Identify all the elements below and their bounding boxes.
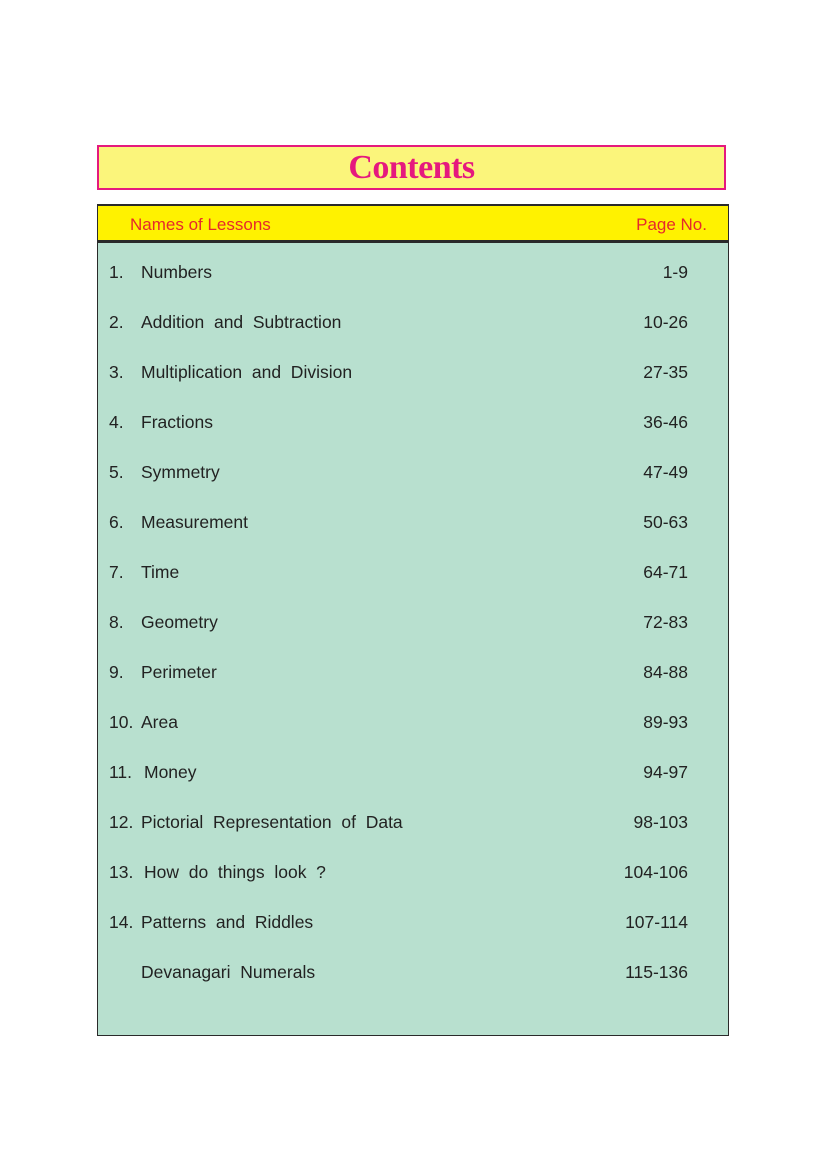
lesson-name: Patterns and Riddles [141,912,314,932]
lesson-number: 8. [109,612,124,632]
lesson-number: 1. [109,262,124,282]
lesson-row [98,662,728,686]
lesson-pages: 10-26 [643,312,688,332]
lesson-row [98,762,728,786]
lesson-number: 10. [109,712,134,732]
lesson-name: Multiplication and Division [141,362,353,382]
lesson-row [98,612,728,636]
lesson-row [98,412,728,436]
lesson-name: Measurement [141,512,248,532]
table-header [98,205,728,243]
lesson-name: Numbers [141,262,212,282]
lesson-pages: 50-63 [643,512,688,532]
lesson-name: Fractions [141,412,213,432]
lesson-pages: 72-83 [643,612,688,632]
lesson-row [98,912,728,936]
contents-table [97,204,729,1036]
lesson-number: 2. [109,312,124,332]
lesson-name: Perimeter [141,662,217,682]
lesson-row [98,562,728,586]
lesson-pages: 89-93 [643,712,688,732]
lesson-name: How do things look ? [144,862,326,882]
lesson-name: Area [141,712,178,732]
lesson-pages: 98-103 [633,812,688,832]
lesson-row [98,812,728,836]
lesson-name: Time [141,562,180,582]
lesson-number: 11. [109,762,133,782]
lesson-row [98,712,728,736]
lesson-row [98,362,728,386]
page-title: Contents [348,148,475,186]
lesson-row [98,962,728,986]
lesson-name: Symmetry [141,462,220,482]
lesson-name: Addition and Subtraction [141,312,342,332]
lesson-number: 9. [109,662,124,682]
lesson-number: 14. [109,912,134,932]
lesson-number: 12. [109,812,134,832]
lesson-number: 7. [109,562,124,582]
lesson-pages: 84-88 [643,662,688,682]
lesson-pages: 94-97 [643,762,688,782]
lesson-name: Devanagari Numerals [141,962,316,982]
lesson-pages: 1-9 [662,262,688,282]
lesson-pages: 64-71 [643,562,688,582]
lesson-number: 6. [109,512,124,532]
lesson-name: Money [144,762,197,782]
lesson-pages: 115-136 [625,962,688,982]
page-column-header: Page No. [636,215,707,234]
lesson-number: 5. [109,462,124,482]
lesson-row [98,312,728,336]
lesson-pages: 27-35 [643,362,688,382]
lesson-pages: 104-106 [623,862,688,882]
lesson-name: Geometry [141,612,218,632]
lesson-number: 4. [109,412,124,432]
lesson-row [98,262,728,286]
lesson-row [98,512,728,536]
lesson-pages: 36-46 [643,412,688,432]
lessons-column-header: Names of Lessons [130,215,271,234]
lesson-number: 3. [109,362,124,382]
lesson-number: 13. [109,862,134,882]
lesson-row [98,862,728,886]
lesson-pages: 47-49 [643,462,688,482]
lesson-row [98,462,728,486]
contents-title-box [97,145,726,190]
lesson-name: Pictorial Representation of Data [141,812,403,832]
lesson-pages: 107-114 [625,912,688,932]
